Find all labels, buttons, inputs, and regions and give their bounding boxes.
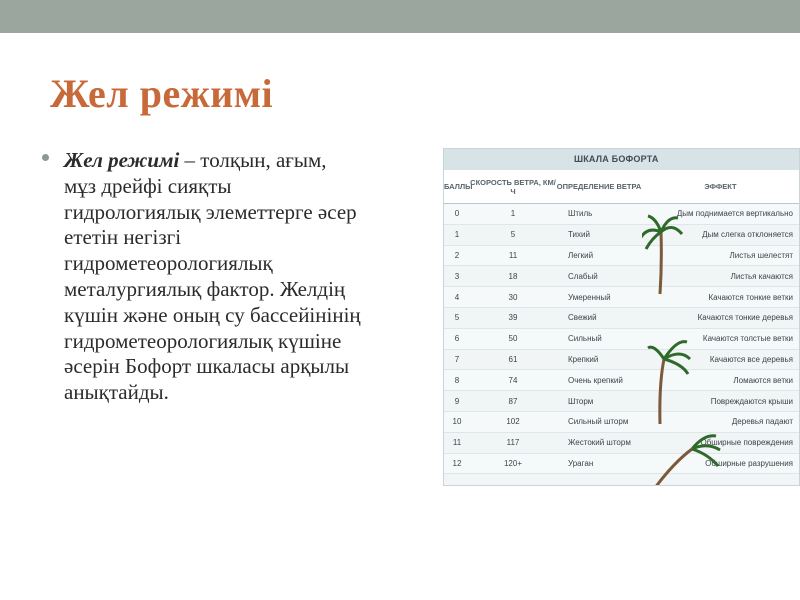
table-row <box>444 370 799 391</box>
table-cell: 120+ <box>503 458 523 468</box>
table-cell: Ломаются ветки <box>733 375 793 385</box>
table-row <box>444 350 799 371</box>
table-cell: 7 <box>454 354 460 364</box>
table-cell: 4 <box>454 292 460 302</box>
table-row <box>444 454 799 475</box>
table-cell: Качаются тонкие ветки <box>708 292 793 302</box>
table-cell: Сильный шторм <box>568 417 629 427</box>
table-cell: 117 <box>506 438 520 448</box>
slide-title: Жел режимі <box>50 71 274 116</box>
table-cell: Деревья падают <box>731 417 793 427</box>
table-row <box>444 412 799 433</box>
table-cell: 2 <box>454 250 460 260</box>
table-cell: 1 <box>510 209 516 219</box>
table-cell: 0 <box>454 209 460 219</box>
table-cell: 5 <box>454 313 460 323</box>
table-cell: Тихий <box>568 230 590 240</box>
table-cell: Умеренный <box>568 292 611 302</box>
table-row <box>444 329 799 350</box>
scale-body <box>444 204 799 474</box>
table-row <box>444 308 799 329</box>
table-cell: Легкий <box>568 250 594 260</box>
table-cell: 18 <box>508 271 518 281</box>
header-effect: ЭФФЕКТ <box>704 182 737 191</box>
header-speed: СКОРОСТЬ ВЕТРА, КМ/Ч <box>470 177 556 196</box>
table-cell: 6 <box>454 334 460 344</box>
table-cell: Дым поднимается вертикально <box>676 209 793 219</box>
table-row <box>444 266 799 287</box>
table-row <box>444 391 799 412</box>
header-definition: ОПРЕДЕЛЕНИЕ ВЕТРА <box>556 182 642 191</box>
beaufort-scale-image <box>443 148 800 486</box>
table-cell: Ураган <box>568 458 594 468</box>
table-cell: Обширные повреждения <box>700 438 793 448</box>
scale-header <box>444 170 799 204</box>
table-cell: Свежий <box>568 313 597 323</box>
bullet-body: – толқын, ағым, мұз дрейфі сияқты гидрологиялық элеметтерге әсер ететін негізгі гидрометеорологиялық металургиялық фактор. Желдің күшін және оның су бассейінінің гидрометеорологиялық күшіне әсерін Бофорт шкаласы арқылы анықтайды. <box>64 148 361 405</box>
table-cell: 5 <box>510 230 516 240</box>
table-cell: Листья качаются <box>730 271 793 281</box>
table-cell: 3 <box>454 271 460 281</box>
table-row <box>444 287 799 308</box>
table-cell: Жестокий шторм <box>568 438 631 448</box>
table-cell: Дым слегка отклоняется <box>702 230 793 240</box>
bullet-lead: Жел режимі <box>64 148 180 172</box>
table-cell: 30 <box>508 292 518 302</box>
table-cell: Слабый <box>568 271 598 281</box>
table-row <box>444 204 799 225</box>
header-points: БАЛЛЫ <box>444 182 473 191</box>
table-cell: Качаются толстые ветки <box>702 334 793 344</box>
table-row <box>444 246 799 267</box>
table-cell: Повреждаются крыши <box>710 396 793 406</box>
table-cell: 87 <box>508 396 518 406</box>
table-cell: 102 <box>506 417 520 427</box>
table-cell: Сильный <box>568 334 602 344</box>
table-row <box>444 225 799 246</box>
table-cell: 10 <box>452 417 462 427</box>
table-cell: 1 <box>454 230 460 240</box>
bullet-list-item <box>42 148 434 406</box>
table-cell: Крепкий <box>568 354 599 364</box>
table-cell: 39 <box>508 313 518 323</box>
table-cell: Листья шелестят <box>729 250 793 260</box>
table-cell: Качаются все деревья <box>709 354 793 364</box>
table-cell: Штиль <box>568 209 593 219</box>
table-cell: 11 <box>452 438 462 448</box>
table-cell: Очень крепкий <box>568 375 623 385</box>
table-cell: Шторм <box>568 396 594 406</box>
table-cell: 74 <box>508 375 518 385</box>
top-band <box>0 0 800 33</box>
table-cell: 11 <box>508 250 518 260</box>
table-cell: 9 <box>454 396 460 406</box>
table-row <box>444 433 799 454</box>
table-cell: Обширные разрушения <box>705 458 793 468</box>
table-cell: 50 <box>508 334 518 344</box>
table-cell: 61 <box>508 354 518 364</box>
table-cell: Качаются тонкие деревья <box>697 313 793 323</box>
table-cell: 12 <box>452 458 462 468</box>
table-cell: 8 <box>454 375 460 385</box>
bullet-dot-icon <box>42 154 49 161</box>
bullet-text <box>64 148 434 406</box>
scale-title: ШКАЛА БОФОРТА <box>444 149 799 170</box>
